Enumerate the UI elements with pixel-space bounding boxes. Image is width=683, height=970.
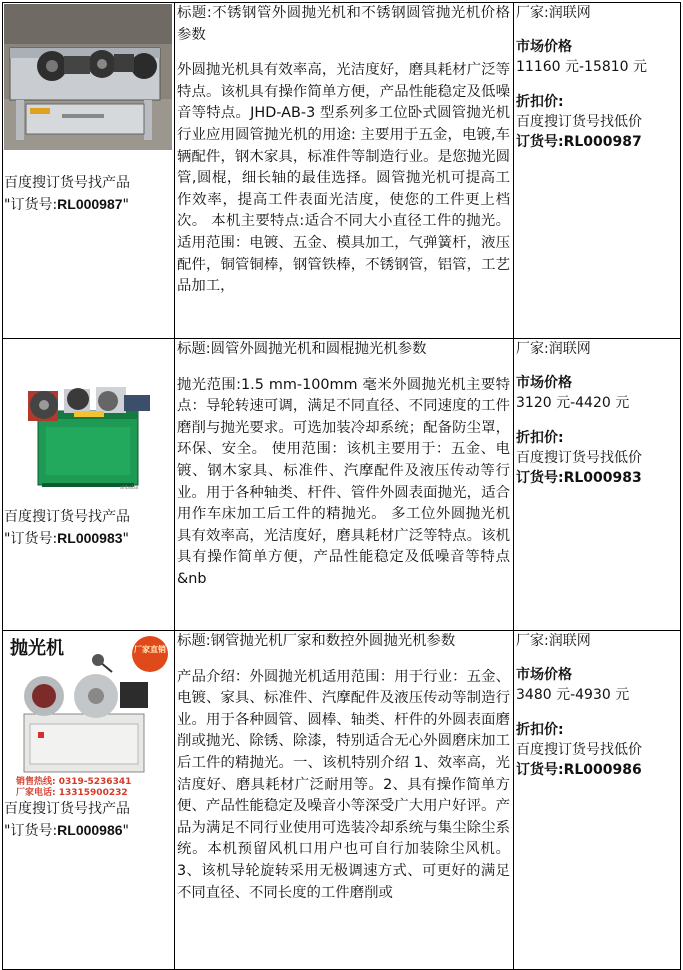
order-code: 订货号:RL000987 — [516, 134, 642, 150]
product-price-cell — [514, 3, 681, 339]
order-code: 订货号:RL000983 — [516, 470, 642, 486]
order-caption — [4, 173, 130, 216]
product-description: 外圆抛光机具有效率高，光洁度好，磨具耗材广泛等特点。该机具有操作简单方便，产品性能稳定及低噪音等特点。JHD-AB-3 型系列多工位卧式圆管抛光机行业应用圆管抛光机的用途: 主要用于五金，电镀,车辆配件，钢木家具，标准件等制造行业。是您抛光圆管,圆棍，细长轴的最佳选择。圆管抛光机可提高工作效率，提高工件表面光洁度，使您的工件更上档次。 本机主要特点:适合不同大小直径工件的抛光。适用范围：电镀、五金、模具加工，气弹簧杆，液压配件，铜管铜棒，钢管铁棒，不锈钢管，铝管，工艺品加工， — [177, 62, 510, 295]
product-description-cell — [175, 631, 514, 970]
caption-prefix: "订货号: — [4, 823, 58, 839]
vendor-label: 厂家:润联网 — [516, 5, 591, 21]
svg-text:alibaba: alibaba — [120, 485, 139, 491]
vendor-label: 厂家:润联网 — [516, 341, 591, 357]
product-price-cell — [514, 339, 681, 631]
caption-line: 百度搜订货号找产品 — [4, 801, 130, 817]
caption-order-code: RL000983 — [57, 530, 123, 546]
product-row — [3, 631, 681, 970]
hotline-text: 销售热线: 0319-5236341 — [16, 777, 132, 787]
product-description: 产品介绍：外圆抛光机适用范围：用于行业：五金、电镀、家具、标准件、汽摩配件及液压传动等制造行业。用于各种圆管、圆棒、轴类、杆件的外圆表面磨削或抛光、除锈、除漆，特别适合无心外圆磨床加工后工件的精抛光。一、该机特别介绍 1、效率高，光洁度好、磨具耗材广泛耐用等。2、具有操作简单方便、产品性能稳定及噪音小等深受广大用户好评。产品为满足不同行业使用可选装冷却系统与集尘除尘系统。本机预留风机口用户也可自行加装除尘风机。3、该机导轮旋转采用无极调速方式、可更好的满足不同直径、不同长度的工件磨削或 — [177, 668, 510, 901]
caption-prefix: "订货号: — [4, 197, 58, 213]
discount-hint: 百度搜订货号找低价 — [516, 450, 642, 466]
order-caption — [4, 507, 130, 550]
product-description: 抛光范围:1.5 mm-100mm 毫米外圆抛光机主要特点：导轮转速可调，满足不同直径、不同速度的工件磨削与抛光要求。可选加装冷却系统；配备防尘罩，环保、安全。 使用范围：该机主要用于：五金、电镀、钢木家具、标准件、汽摩配件及液压传动等行业。用于各种轴类、杆件、管件外圆表面抛光，适合用作车床加工后工件的精抛光。 多工位外圆抛光机具有效率高，光洁度好，磨具耗材广泛等特点。该机具有操作简单方便，产品性能稳定及低噪音等特点 &nb — [177, 376, 510, 587]
banner-text: 抛光机 — [10, 638, 64, 659]
vendor-label: 厂家:润联网 — [516, 633, 591, 649]
price-range: 11160 元-15810 元 — [516, 59, 648, 75]
caption-order-code: RL000986 — [57, 822, 123, 838]
product-description-cell — [175, 3, 514, 339]
product-title: 标题:不锈钢管外圆抛光机和不锈钢圆管抛光机价格参数 — [177, 5, 510, 43]
product-row — [3, 3, 681, 339]
discount-label: 折扣价: — [516, 722, 564, 738]
product-price-cell — [514, 631, 681, 970]
product-title: 标题:圆管外圆抛光机和圆棍抛光机参数 — [177, 341, 427, 357]
product-photo — [4, 361, 172, 493]
discount-label: 折扣价: — [516, 430, 564, 446]
caption-suffix: " — [122, 531, 129, 547]
price-range: 3120 元-4420 元 — [516, 395, 630, 411]
phone-text: 厂家电话: 13315900232 — [16, 788, 128, 796]
product-description-cell — [175, 339, 514, 631]
order-code: 订货号:RL000986 — [516, 762, 642, 778]
discount-label: 折扣价: — [516, 94, 564, 110]
product-table — [2, 2, 681, 970]
product-image-cell — [3, 631, 175, 970]
product-photo — [4, 4, 172, 150]
product-title: 标题:钢管抛光机厂家和数控外圆抛光机参数 — [177, 633, 456, 649]
caption-suffix: " — [122, 823, 129, 839]
discount-hint: 百度搜订货号找低价 — [516, 742, 642, 758]
caption-order-code: RL000987 — [57, 196, 123, 212]
caption-suffix: " — [122, 197, 129, 213]
caption-line: 百度搜订货号找产品 — [4, 509, 130, 525]
market-price-label: 市场价格 — [516, 39, 572, 55]
caption-line: 百度搜订货号找产品 — [4, 175, 130, 191]
discount-hint: 百度搜订货号找低价 — [516, 114, 642, 130]
order-caption — [4, 799, 130, 842]
badge-text: 厂家直销 — [134, 645, 166, 654]
product-row — [3, 339, 681, 631]
product-image-cell — [3, 339, 175, 631]
market-price-label: 市场价格 — [516, 667, 572, 683]
price-range: 3480 元-4930 元 — [516, 687, 630, 703]
market-price-label: 市场价格 — [516, 375, 572, 391]
product-photo — [4, 632, 172, 796]
caption-prefix: "订货号: — [4, 531, 58, 547]
product-image-cell — [3, 3, 175, 339]
